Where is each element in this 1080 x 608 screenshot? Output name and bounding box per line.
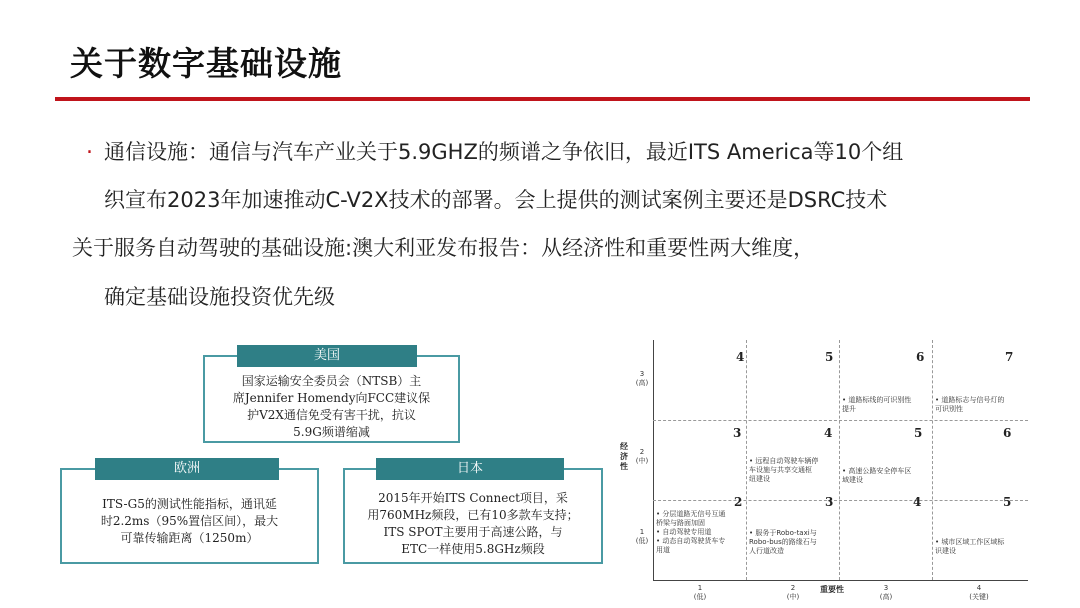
y-label-char-1: 经 xyxy=(620,442,628,451)
title-divider xyxy=(55,97,1030,101)
note-bot-c1-line-2: 桥梁与路面加固 xyxy=(656,519,705,527)
europe-label: 欧洲 xyxy=(95,458,279,480)
y-tick-high-desc: (高) xyxy=(635,379,649,387)
note-bot-c2-line-2: Robo-bus的路缘石与 xyxy=(749,538,817,546)
y-tick-mid-num: 2 xyxy=(639,448,645,456)
note-top-c3-line-1: • 道路标线的可识别性 xyxy=(842,396,912,404)
cell-top-4-score: 7 xyxy=(1005,350,1014,364)
note-top-c3-line-2: 提升 xyxy=(842,405,856,413)
matrix-x-axis xyxy=(653,580,1028,581)
paragraph-line-4: 确定基础设施投资优先级 xyxy=(104,285,335,309)
europe-card xyxy=(60,468,319,564)
cell-mid-3-score: 5 xyxy=(914,426,923,440)
japan-card xyxy=(343,468,603,564)
note-bot-c1-line-4: • 动态自动驾驶货车专 xyxy=(656,537,726,545)
cell-top-2-score: 5 xyxy=(825,350,834,364)
usa-line-4: 5.9G频谱缩减 xyxy=(293,425,370,439)
note-mid-c2 xyxy=(749,457,818,484)
x-tick-high-num: 3 xyxy=(883,584,889,592)
cell-mid-2-score: 4 xyxy=(824,426,833,440)
x-tick-high-desc: (高) xyxy=(879,593,893,601)
y-tick-low-desc: (低) xyxy=(635,537,649,545)
cell-bot-1-score: 2 xyxy=(734,495,743,509)
y-tick-mid-desc: (中) xyxy=(635,457,649,465)
y-label-char-3: 性 xyxy=(620,462,628,471)
note-bot-c1-line-3: • 自动驾驶专用道 xyxy=(656,528,712,536)
matrix-y-label xyxy=(620,442,628,472)
europe-line-3: 可靠传输距离（1250m） xyxy=(120,531,259,545)
note-bot-c4-line-2: 识建设 xyxy=(935,547,956,555)
paragraph-line-3: 关于服务自动驾驶的基础设施:澳大利亚发布报告：从经济性和重要性两大维度， xyxy=(72,236,815,260)
note-bot-c1-line-5: 用道 xyxy=(656,546,670,554)
note-mid-c3-line-1: • 高速公路安全停车区 xyxy=(842,467,912,475)
usa-line-2: 席Jennifer Homendy向FCC建议保 xyxy=(232,391,431,405)
usa-card-text xyxy=(209,373,454,441)
paragraph-line-2: 织宣布2023年加速推动C-V2X技术的部署。会上提供的测试案例主要还是DSRC技术 xyxy=(104,188,888,212)
matrix-grid-h2 xyxy=(653,500,1028,502)
note-bot-c4-line-1: • 城市区域工作区域标 xyxy=(935,538,1005,546)
x-tick-mid-desc: (中) xyxy=(786,593,800,601)
note-mid-c2-line-1: • 远程自动驾驶车辆停 xyxy=(749,457,819,465)
bullet-mark: . xyxy=(86,134,93,159)
usa-card xyxy=(203,355,460,443)
japan-card-text xyxy=(347,490,599,558)
x-tick-low xyxy=(680,584,720,602)
note-bot-c1 xyxy=(656,510,725,555)
matrix-grid-h1 xyxy=(653,420,1028,422)
matrix-x-label: 重要性 xyxy=(820,585,844,594)
matrix-y-axis xyxy=(653,340,654,580)
note-top-c3 xyxy=(842,396,911,414)
note-bot-c1-line-1: • 分层道路无信号互通 xyxy=(656,510,726,518)
matrix-grid-v3 xyxy=(932,340,934,580)
matrix-grid-v2 xyxy=(839,340,841,580)
x-tick-mid xyxy=(773,584,813,602)
note-mid-c2-line-3: 纽建设 xyxy=(749,475,770,483)
japan-line-2: 用760MHz频段，已有10多款车支持； xyxy=(367,508,579,522)
europe-line-1: ITS-G5的测试性能指标，通讯延 xyxy=(102,497,277,511)
cell-mid-4-score: 6 xyxy=(1003,426,1012,440)
note-mid-c3-line-2: 域建设 xyxy=(842,476,863,484)
europe-card-text xyxy=(66,496,313,547)
usa-line-3: 护V2X通信免受有害干扰，抗议 xyxy=(247,408,416,422)
y-tick-high-num: 3 xyxy=(639,370,645,378)
x-tick-critical-num: 4 xyxy=(976,584,982,592)
x-tick-critical-desc: (关键) xyxy=(969,593,989,601)
note-top-c4-line-1: • 道路标志与信号灯的 xyxy=(935,396,1005,404)
note-bot-c4 xyxy=(935,538,1004,556)
japan-line-4: ETC一样使用5.8GHz频段 xyxy=(401,542,545,556)
japan-label: 日本 xyxy=(376,458,564,480)
y-tick-low xyxy=(632,528,652,546)
page-title: 关于数字基础设施 xyxy=(70,44,342,83)
japan-line-3: ITS SPOT主要用于高速公路，与 xyxy=(383,525,563,539)
y-tick-low-num: 1 xyxy=(639,528,645,536)
cell-top-1-score: 4 xyxy=(736,350,745,364)
y-tick-mid xyxy=(632,448,652,466)
x-tick-low-desc: (低) xyxy=(693,593,707,601)
japan-line-1: 2015年开始ITS Connect项目，采 xyxy=(378,491,568,505)
x-tick-low-num: 1 xyxy=(697,584,703,592)
matrix-grid-v1 xyxy=(746,340,748,580)
priority-matrix xyxy=(620,332,1040,602)
note-top-c4-line-2: 可识别性 xyxy=(935,405,963,413)
y-label-char-2: 济 xyxy=(620,452,628,461)
note-mid-c3 xyxy=(842,467,911,485)
cell-mid-1-score: 3 xyxy=(733,426,742,440)
usa-line-1: 国家运输安全委员会（NTSB）主 xyxy=(241,374,422,388)
note-top-c4 xyxy=(935,396,1004,414)
cell-bot-4-score: 5 xyxy=(1003,495,1012,509)
x-tick-high xyxy=(866,584,906,602)
cell-top-3-score: 6 xyxy=(916,350,925,364)
note-bot-c2-line-1: • 服务于Robo-taxi与 xyxy=(749,529,817,537)
paragraph-line-1: 通信设施：通信与汽车产业关于5.9GHZ的频谱之争依旧，最近ITS America等10个组 xyxy=(104,140,904,164)
note-bot-c2 xyxy=(749,529,817,556)
y-tick-high xyxy=(632,370,652,388)
note-bot-c2-line-3: 人行道改造 xyxy=(749,547,784,555)
x-tick-critical xyxy=(959,584,999,602)
note-mid-c2-line-2: 车设施与共享交通枢 xyxy=(749,466,812,474)
usa-label: 美国 xyxy=(237,345,417,367)
cell-bot-2-score: 3 xyxy=(825,495,834,509)
europe-line-2: 时2.2ms（95%置信区间），最大 xyxy=(100,514,279,528)
cell-bot-3-score: 4 xyxy=(913,495,922,509)
x-tick-mid-num: 2 xyxy=(790,584,796,592)
